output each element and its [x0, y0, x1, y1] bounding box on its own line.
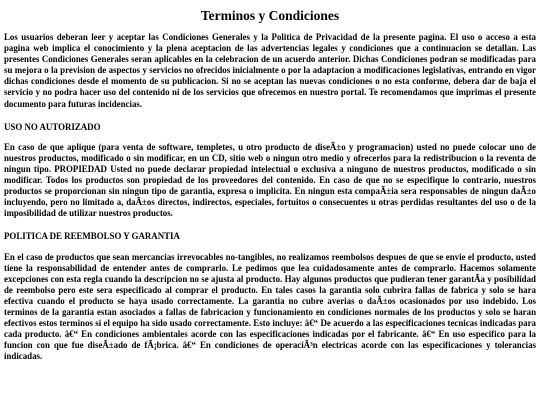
page-title: Terminos y Condiciones: [200, 8, 340, 23]
section-heading-uso-no-autorizado: USO NO AUTORIZADO: [4, 121, 101, 132]
intro-paragraph: Los usuarios deberan leer y aceptar las Condiciones Generales y la Politica de Privacidad de la presente pagina. El uso o acceso a esta pagina web implica el conocimiento y la plena aceptacion de las advertencias legales y condiciones que a continuacion se detallan. Las presentes Condiciones Generales seran aplicables en la celebracion de un acuerdo anterior. Dichas Condiciones podran se modificadas para su mejora o la prevision de aspectos y servicios no ofrecidos inicialmente o por la adaptacion a modificaciones legislativas, entrando en vigor dichas condiciones desde el momento de su publicacion. Si no se aceptan las nuevas condiciones o no esta conforme, debera dar de baja el servicio y no podra hacer uso del contenido ni de los servicios que ofrecemos en nuestro portal. Te recomendamos que imprimas el presente documento para futuras incidencias.: [4, 32, 536, 109]
section-body-uso-no-autorizado: En caso de que aplique (para venta de software, templetes, u otro producto de diseÃ±o y programacion) usted no puede colocar uno de nuestros productos, modificado o sin modificar, en un CD, sitio web o ningun otro medio y ofrecerlos para la redistribucion o la reventa de ningun tipo. PROPIEDAD Usted no puede declarar propiedad intelectual o exclusiva a ninguno de nuestros productos, modificado o sin modificar. Todos los productos son propiedad de los proveedores del contenido. En caso de que no se especifique lo contrario, nuestros productos se proporcionan sin ningun tipo de garantia, expresa o implicita. En ningun esta compaÃ±ia sera responsables de ningun daÃ±o incluyendo, pero no limitado a, daÃ±os directos, indirectos, especiales, fortuitos o consecuentes u otras perdidas resultantes del uso o de la imposibilidad de utilizar nuestros productos.: [4, 141, 536, 219]
section-body-politica-reembolso: En el caso de productos que sean mercancias irrevocables no-tangibles, no realizamos reembolsos despues de que se envie el producto, usted tiene la responsabilidad de entender antes de comprarlo. Le pedimos que lea cuidadosamente antes de comprarlo. Hacemos solamente excepciones con esta regla cuando la descripcion no se ajusta al producto. Hay algunos productos que pudieran tener garantÃa y posibilidad de reembolso pero este sera especificado al comprar el producto. En tales casos la garantia solo cubrira fallas de fabrica y solo se hara efectiva cuando el producto se haya usado correctamente. La garantia no cubre averias o daÃ±os ocasionados por uso indebido. Los terminos de la garantia estan asociados a fallas de fabricacion y funcionamiento en condiciones normales de los productos y solo se haran efectivos estos terminos si el equipo ha sido usado correctamente. Esto incluye: â€“ De acuerdo a las especificaciones tecnicas indicadas para cada producto. â€“ En condiciones ambientales acorde con las especificaciones indicadas por el fabricante. â€“ En uso especifico para la funcion con que fue diseÃ±ado de fÃ¡brica. â€“ En condiciones de operaciÃ³n electricas acorde con las especificaciones y tolerancias indicadas.: [4, 251, 536, 362]
section-heading-politica-reembolso: POLITICA DE REEMBOLSO Y GARANTIA: [4, 231, 180, 242]
